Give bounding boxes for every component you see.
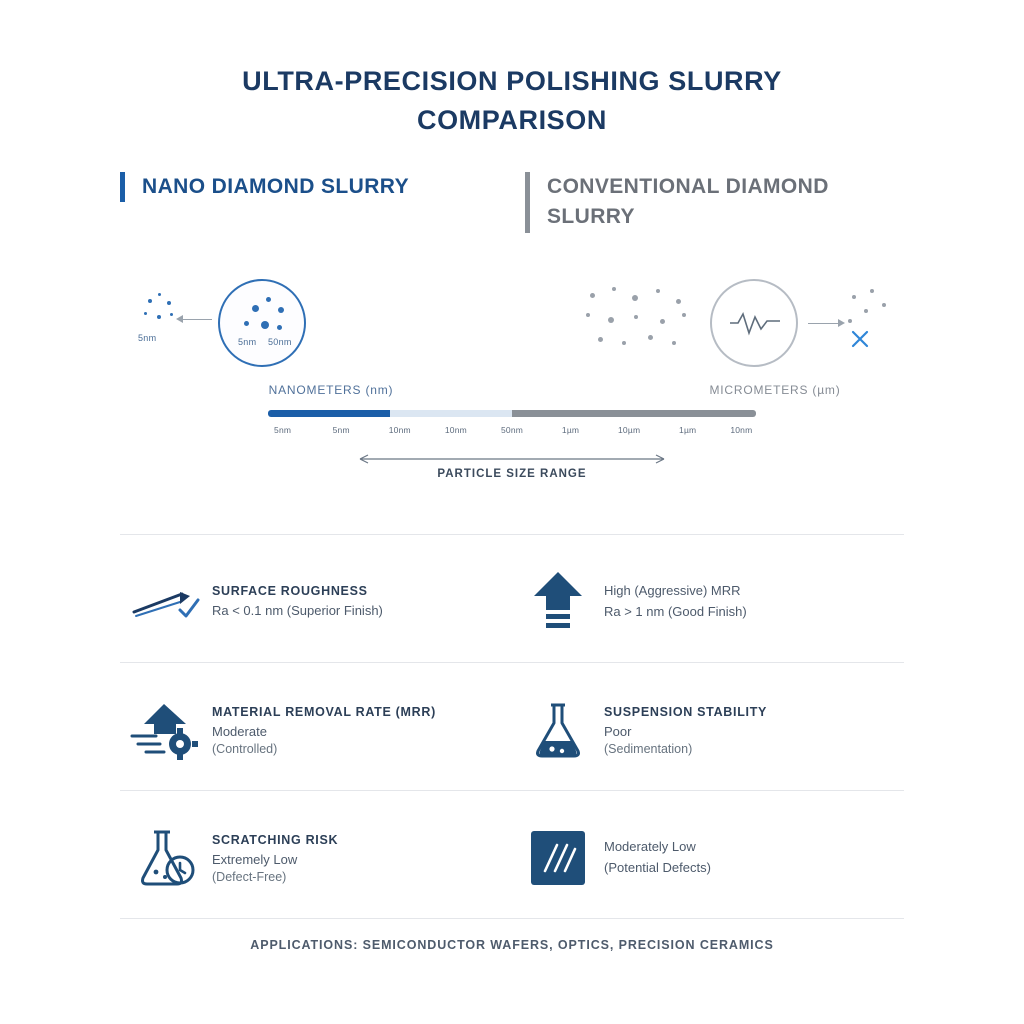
range-indicator xyxy=(352,452,672,464)
scale-tick: 10µm xyxy=(617,425,641,435)
metric-value: Extremely Low xyxy=(212,851,298,867)
metric-subtext: (Defect-Free) xyxy=(212,869,287,884)
particle-dot xyxy=(682,313,686,317)
particle-size-scale-bar xyxy=(268,410,756,417)
particle-dot xyxy=(870,289,874,293)
row-cell-left xyxy=(120,663,512,790)
column-heading-conventional: CONVENTIONAL DIAMOND SLURRY xyxy=(525,172,877,233)
particle-dot xyxy=(660,319,665,324)
column-heading-nano: NANO DIAMOND SLURRY xyxy=(120,172,472,202)
metric-label: High (Aggressive) MRR xyxy=(604,583,741,599)
particle-dot xyxy=(277,325,282,330)
particle-dot xyxy=(144,312,147,315)
particle-dot xyxy=(622,341,626,345)
comparison-table xyxy=(120,534,904,919)
particle-dot xyxy=(852,295,856,299)
scale-tick: 1µm xyxy=(561,425,580,435)
particle-dot xyxy=(261,321,269,329)
particle-dot xyxy=(608,317,614,323)
nano-size-label: 5nm xyxy=(138,333,157,343)
metric-value: Poor xyxy=(604,723,632,739)
check-blade-icon xyxy=(120,566,212,638)
arrow-head-icon xyxy=(176,315,183,323)
particle-dot xyxy=(252,305,259,312)
row-cell-text xyxy=(604,703,777,756)
arrow-head-icon xyxy=(838,319,845,327)
particle-dot xyxy=(634,315,638,319)
metric-subtext: (Controlled) xyxy=(212,741,278,756)
scratch-surface-icon xyxy=(512,822,604,894)
row-cell-right xyxy=(512,791,904,918)
row-cell-text xyxy=(212,703,446,756)
particle-dot xyxy=(656,289,660,293)
unit-label-nano: NANOMETERS (nm) xyxy=(268,383,394,397)
scale-segment-micro xyxy=(512,410,756,417)
range-caption: PARTICLE SIZE RANGE xyxy=(437,468,587,480)
scale-segment-nano xyxy=(268,410,390,417)
metric-value: Ra < 0.1 nm (Superior Finish) xyxy=(212,602,383,618)
waveform-icon xyxy=(728,309,782,337)
circle-size-label-max: 50nm xyxy=(268,337,292,347)
particle-dot xyxy=(632,295,638,301)
metric-label: SURFACE ROUGHNESS xyxy=(212,584,368,599)
scale-tick: 50nm xyxy=(500,425,524,435)
scale-tick: 5nm xyxy=(274,425,292,435)
particle-dot xyxy=(676,299,681,304)
row-cell-right xyxy=(512,663,904,790)
scale-tick: 1µm xyxy=(679,425,697,435)
flask-icon xyxy=(512,694,604,766)
particle-dot xyxy=(848,319,852,323)
scale-tick-labels xyxy=(268,425,756,441)
particle-dot xyxy=(157,315,161,319)
metric-value: Ra > 1 nm (Good Finish) xyxy=(604,603,747,619)
up-arrow-icon xyxy=(512,566,604,638)
scale-tick: 10nm xyxy=(730,425,753,435)
row-cell-right xyxy=(512,535,904,662)
row-cell-text xyxy=(212,582,393,621)
particle-dot xyxy=(612,287,616,291)
metric-subtext: (Sedimentation) xyxy=(604,741,693,756)
gear-speed-icon xyxy=(120,694,212,766)
arrow-line xyxy=(182,319,212,320)
metric-value: (Potential Defects) xyxy=(604,859,711,875)
particle-dot xyxy=(882,303,886,307)
metric-label: SCRATCHING RISK xyxy=(212,833,339,848)
scale-tick: 5nm xyxy=(332,425,350,435)
particle-dot xyxy=(170,313,173,316)
table-row xyxy=(120,662,904,790)
metric-value: Moderate xyxy=(212,723,267,739)
particle-dot xyxy=(266,297,271,302)
particle-dot xyxy=(167,301,171,305)
particle-dot xyxy=(864,309,868,313)
table-row xyxy=(120,534,904,662)
particle-dot xyxy=(648,335,653,340)
particle-dot xyxy=(278,307,284,313)
applications-footer: APPLICATIONS: SEMICONDUCTOR WAFERS, OPTICS, PRECISION CERAMICS xyxy=(250,938,774,952)
unit-label-micro: MICROMETERS (µm) xyxy=(709,383,841,397)
circle-size-label-min: 5nm xyxy=(238,337,257,347)
particle-dot xyxy=(672,341,676,345)
row-cell-text xyxy=(212,831,348,884)
metric-label: MATERIAL REMOVAL RATE (MRR) xyxy=(212,705,436,720)
scale-tick: 10nm xyxy=(388,425,411,435)
row-cell-text xyxy=(604,581,757,621)
arrow-line xyxy=(808,323,840,324)
scale-tick: 10nm xyxy=(444,425,467,435)
x-mark-icon xyxy=(848,327,872,351)
row-cell-left xyxy=(120,535,512,662)
particle-dot xyxy=(244,321,249,326)
metric-label: SUSPENSION STABILITY xyxy=(604,705,768,720)
particle-dot xyxy=(158,293,161,296)
particle-dot xyxy=(598,337,603,342)
particle-dot xyxy=(148,299,152,303)
flask-clock-icon xyxy=(120,822,212,894)
page-title: ULTRA-PRECISION POLISHING SLURRY COMPARISON xyxy=(242,66,782,136)
particle-dot xyxy=(586,313,590,317)
row-cell-left xyxy=(120,791,512,918)
row-cell-text xyxy=(604,837,721,877)
table-row xyxy=(120,790,904,919)
particle-dot xyxy=(590,293,595,298)
metric-label: Moderately Low xyxy=(604,839,696,855)
scale-segment-mid xyxy=(390,410,512,417)
